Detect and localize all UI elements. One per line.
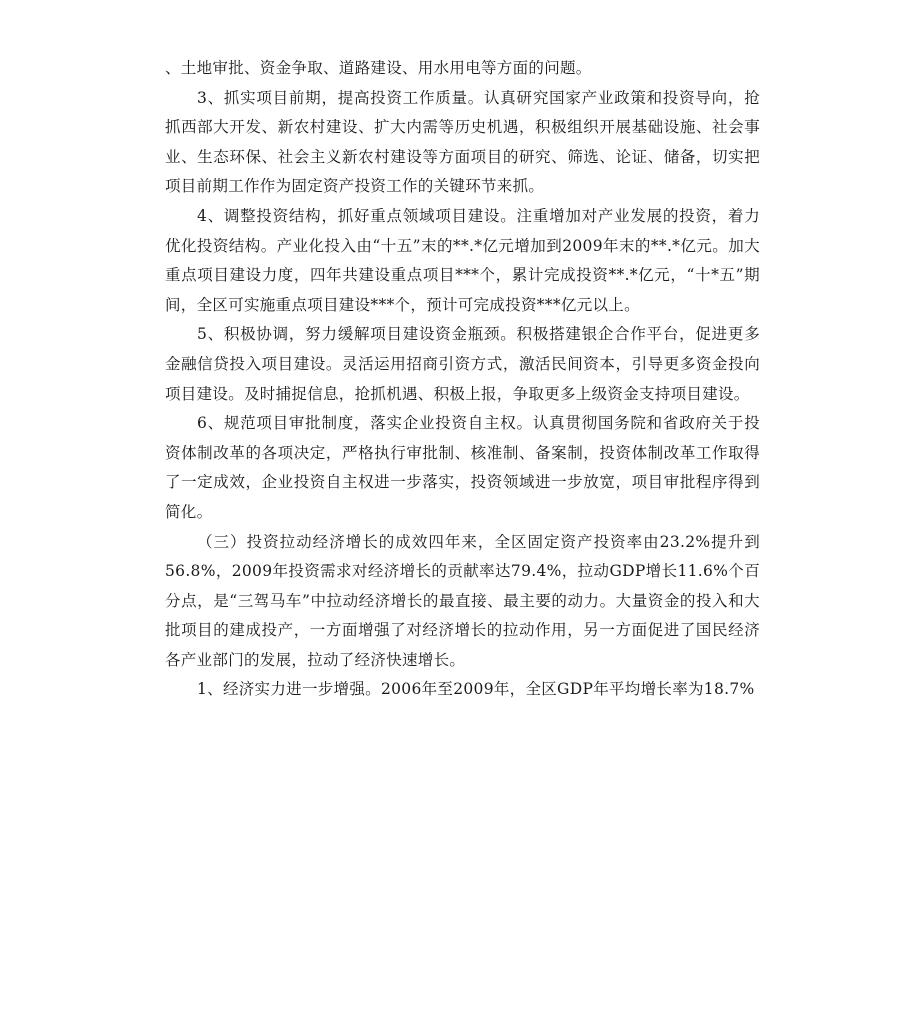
paragraph-continuation: 、土地审批、资金争取、道路建设、用水用电等方面的问题。 bbox=[165, 59, 592, 77]
paragraph-section-3: （三）投资拉动经济增长的成效四年来，全区固定资产投资率由23.2%提升到56.8%，2009年投资需求对经济增长的贡献率达79.4%，拉动GDP增长11.6%个百分点，是“三驾马车”中拉动经济增长的最直接、最主要的动力。大量资金的投入和大批项目的建成投产，一方面增强了对经济增长的拉动作用，另一方面促进了国民经济各产业部门的发展，拉动了经济快速增长。 bbox=[165, 532, 760, 669]
paragraph-item-6: 6、规范项目审批制度，落实企业投资自主权。认真贯彻国务院和省政府关于投资体制改革的各项决定，严格执行审批制、核准制、备案制，投资体制改革工作取得了一定成效，企业投资自主权进一步落实，投资领域进一步放宽，项目审批程序得到简化。 bbox=[165, 414, 760, 521]
document-body bbox=[165, 54, 760, 705]
paragraph-item-4: 4、调整投资结构，抓好重点领域项目建设。注重增加对产业发展的投资，着力优化投资结构。产业化投入由“十五”末的**.*亿元增加到2009年末的**.*亿元。加大重点项目建设力度，四年共建设重点项目***个，累计完成投资**.*亿元，“十*五”期间，全区可实施重点项目建设***个，预计可完成投资***亿元以上。 bbox=[165, 206, 760, 314]
paragraph-item-3: 3、抓实项目前期，提高投资工作质量。认真研究国家产业政策和投资导向，抢抓西部大开发、新农村建设、扩大内需等历史机遇，积极组织开展基础设施、社会事业、生态环保、社会主义新农村建设等方面项目的研究、筛选、论证、储备，切实把项目前期工作作为固定资产投资工作的关键环节来抓。 bbox=[165, 88, 760, 196]
paragraph-item-5: 5、积极协调，努力缓解项目建设资金瓶颈。积极搭建银企合作平台，促进更多金融信贷投入项目建设。灵活运用招商引资方式，激活民间资本，引导更多资金投向项目建设。及时捕捉信息，抢抓机遇、积极上报，争取更多上级资金支持项目建设。 bbox=[165, 325, 760, 403]
paragraph-item-1: 1、经济实力进一步增强。2006年至2009年，全区GDP年平均增长率为18.7% bbox=[197, 680, 755, 699]
